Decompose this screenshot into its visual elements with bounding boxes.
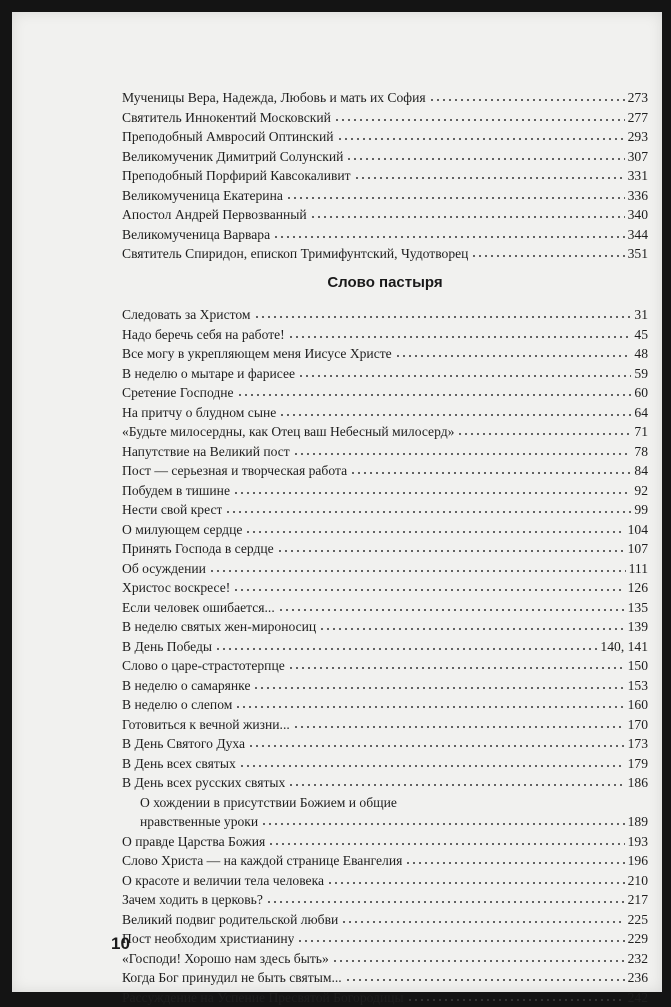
dot-leader [254, 306, 632, 319]
toc-entry-page: 111 [629, 559, 648, 579]
toc-entry [122, 383, 648, 403]
toc-entry-page: 31 [634, 305, 648, 325]
toc-entry [122, 637, 648, 657]
toc-entry [122, 890, 648, 910]
toc-entry-title: В День всех святых [122, 754, 236, 774]
toc-entry-title: Рассуждение на Успение Пресвятой Богородицы [122, 988, 404, 1007]
toc-entry-page: 60 [634, 383, 648, 403]
toc-entry-title: В неделю о самарянке [122, 676, 250, 696]
dot-leader [266, 891, 625, 904]
toc-entry-title: Мученицы Вера, Надежда, Любовь и мать их София [122, 88, 426, 108]
toc-entry [122, 929, 648, 949]
toc-entry-page: 92 [634, 481, 648, 501]
toc-entry [122, 364, 648, 384]
toc-entry-page: 104 [628, 520, 648, 540]
toc-entry [122, 225, 648, 245]
toc-entry-page: 189 [628, 812, 648, 832]
toc-entry-title: Нести свой крест [122, 500, 222, 520]
toc-entry [122, 656, 648, 676]
toc-entry-page: 140, 141 [600, 637, 648, 657]
toc-entry-page: 107 [628, 539, 648, 559]
toc-entry-page: 59 [634, 364, 648, 384]
toc-entry-page: 126 [628, 578, 648, 598]
toc-entry [122, 186, 648, 206]
toc-entry [122, 851, 648, 871]
toc-entry-page: 186 [628, 773, 648, 793]
toc-entry-title: Надо беречь себя на работе! [122, 325, 285, 345]
toc-entry-page: 273 [628, 88, 648, 108]
toc-entry [122, 305, 648, 325]
toc-entry-page: 196 [628, 851, 648, 871]
dot-leader [293, 443, 632, 456]
toc-entry [122, 481, 648, 501]
toc-entry-title: Напутствие на Великий пост [122, 442, 290, 462]
toc-entry [122, 910, 648, 930]
toc-entry-title: На притчу о блудном сыне [122, 403, 276, 423]
dot-leader [261, 813, 624, 826]
toc-entry-page: 193 [628, 832, 648, 852]
toc-entry-page: 45 [634, 325, 648, 345]
dot-leader [337, 128, 625, 141]
toc-entry [122, 832, 648, 852]
dot-leader [457, 423, 631, 436]
toc-entry-title: Пост необходим христианину [122, 929, 294, 949]
toc-entry [122, 325, 648, 345]
toc-entry-page: 210 [628, 871, 648, 891]
dot-leader [239, 755, 625, 768]
toc-entry-title: Великий подвиг родительской любви [122, 910, 338, 930]
dot-leader [288, 326, 632, 339]
toc-entry [122, 812, 648, 832]
toc-entry-title: Пост — серьезная и творческая работа [122, 461, 347, 481]
toc-entry [122, 166, 648, 186]
toc-entry-page: 340 [628, 205, 648, 225]
dot-leader [341, 911, 624, 924]
dot-leader [332, 950, 625, 963]
toc-entry-page: 351 [628, 244, 648, 264]
toc-entry-title: О красоте и величии тела человека [122, 871, 324, 891]
toc-entry [122, 500, 648, 520]
toc-entry [122, 988, 648, 1007]
toc-entry-title: В неделю святых жен-мироносиц [122, 617, 316, 637]
toc-entry-page: 242 [628, 988, 648, 1007]
toc-entry-title: Святитель Иннокентий Московский [122, 108, 331, 128]
toc-entry [122, 244, 648, 264]
toc-entry [122, 676, 648, 696]
dot-leader [278, 599, 625, 612]
toc-entry [122, 422, 648, 442]
toc-entry [122, 108, 648, 128]
toc-entry-page: 71 [634, 422, 648, 442]
dot-leader [235, 696, 624, 709]
toc-entry [122, 88, 648, 108]
toc-entry-page: 150 [628, 656, 648, 676]
dot-leader [310, 206, 625, 219]
toc-entry-title: Побудем в тишине [122, 481, 230, 501]
toc-entry-page: 293 [628, 127, 648, 147]
toc-entry-page: 179 [628, 754, 648, 774]
dot-leader [279, 404, 631, 417]
toc-entry [122, 442, 648, 462]
toc-entry-title: Слово Христа — на каждой странице Евангелия [122, 851, 402, 871]
toc-entry [122, 539, 648, 559]
toc-entry-title: Великомученица Екатерина [122, 186, 283, 206]
toc-entry-title: Слово о царе-страстотерпце [122, 656, 285, 676]
toc-entry-page: 135 [628, 598, 648, 618]
toc-entry-page: 344 [628, 225, 648, 245]
toc-entry [122, 578, 648, 598]
toc-entry [122, 205, 648, 225]
toc-entry-title: Великомученица Варвара [122, 225, 270, 245]
toc-entry [122, 617, 648, 637]
toc-entry-title: Христос воскресе! [122, 578, 230, 598]
dot-leader [253, 677, 624, 690]
dot-leader [346, 148, 624, 161]
dot-leader [215, 638, 597, 651]
dot-leader [354, 167, 625, 180]
toc-entry-page: 217 [628, 890, 648, 910]
toc-entry-title: Если человек ошибается... [122, 598, 275, 618]
dot-leader [334, 109, 625, 122]
toc-entry-title: Преподобный Порфирий Кавсокаливит [122, 166, 351, 186]
toc-entry [122, 147, 648, 167]
toc-entry-page: 225 [628, 910, 648, 930]
dot-leader [273, 226, 624, 239]
toc-entry [122, 695, 648, 715]
dot-leader [233, 579, 624, 592]
toc-main-list [122, 305, 648, 1007]
dot-leader [286, 187, 625, 200]
toc-entry-title: Следовать за Христом [122, 305, 251, 325]
toc-entry [122, 773, 648, 793]
toc-entry-page: 64 [634, 403, 648, 423]
dot-leader [471, 245, 624, 258]
toc-entry-page: 236 [628, 968, 648, 988]
toc-entry-page: 160 [628, 695, 648, 715]
toc-entry-title: В День Победы [122, 637, 212, 657]
dot-leader [288, 774, 624, 787]
dot-leader [298, 365, 631, 378]
dot-leader [345, 969, 625, 982]
toc-entry-title: В День всех русских святых [122, 773, 285, 793]
dot-leader [209, 560, 626, 573]
dot-leader [395, 345, 632, 358]
toc-entry-title: нравственные уроки [140, 812, 258, 832]
toc-entry-title: Когда Бог принудил не быть святым... [122, 968, 342, 988]
toc-entry-title: В неделю о слепом [122, 695, 232, 715]
toc-entry-page: 170 [628, 715, 648, 735]
toc-entry-title: Об осуждении [122, 559, 206, 579]
dot-leader [268, 833, 624, 846]
dot-leader [350, 462, 631, 475]
toc-entry-title: Великомученик Димитрий Солунский [122, 147, 343, 167]
dot-leader [245, 521, 624, 534]
dot-leader [233, 482, 631, 495]
page-number: 10 [111, 934, 130, 954]
toc-entry-title: Сретение Господне [122, 383, 234, 403]
toc-entry [122, 754, 648, 774]
toc-top-list [122, 88, 648, 264]
toc-entry [122, 403, 648, 423]
dot-leader [293, 716, 625, 729]
toc-entry-page: 153 [628, 676, 648, 696]
toc-entry-title: Готовиться к вечной жизни... [122, 715, 290, 735]
toc-entry-page: 173 [628, 734, 648, 754]
dot-leader [225, 501, 631, 514]
toc-entry-page: 78 [634, 442, 648, 462]
toc-entry [122, 793, 648, 813]
toc-entry-title: Апостол Андрей Первозванный [122, 205, 307, 225]
toc-entry-title: О правде Царства Божия [122, 832, 265, 852]
dot-leader [288, 657, 625, 670]
toc-entry-page: 139 [628, 617, 648, 637]
toc-entry-title: О милующем сердце [122, 520, 242, 540]
toc-entry [122, 127, 648, 147]
toc-entry-title: Преподобный Амвросий Оптинский [122, 127, 334, 147]
toc-entry [122, 715, 648, 735]
toc-entry-title: «Господи! Хорошо нам здесь быть» [122, 949, 329, 969]
toc-entry-title: Святитель Спиридон, епископ Тримифунтский, Чудотворец [122, 244, 468, 264]
toc-entry-page: 277 [628, 108, 648, 128]
section-title: Слово пастыря [122, 274, 648, 291]
toc-entry [122, 968, 648, 988]
toc-entry-page: 336 [628, 186, 648, 206]
toc-entry-page: 307 [628, 147, 648, 167]
toc-entry-title: «Будьте милосердны, как Отец ваш Небесный милосерд» [122, 422, 454, 442]
toc-entry-title: Принять Господа в сердце [122, 539, 274, 559]
toc-entry [122, 949, 648, 969]
toc-entry-title: О хождении в присутствии Божием и общие [140, 795, 397, 810]
toc-entry-page: 232 [628, 949, 648, 969]
dot-leader [237, 384, 632, 397]
toc-entry [122, 598, 648, 618]
toc-entry [122, 344, 648, 364]
dot-leader [297, 930, 624, 943]
dot-leader [327, 872, 625, 885]
toc-entry-title: В неделю о мытаре и фарисее [122, 364, 295, 384]
dot-leader [319, 618, 624, 631]
toc-entry [122, 871, 648, 891]
toc-entry [122, 734, 648, 754]
toc-entry-title: Все могу в укрепляющем меня Иисусе Христе [122, 344, 392, 364]
dot-leader [248, 735, 625, 748]
dot-leader [277, 540, 625, 553]
toc-entry-title: В День Святого Духа [122, 734, 245, 754]
toc-entry [122, 559, 648, 579]
toc-entry-page: 48 [634, 344, 648, 364]
toc-entry [122, 520, 648, 540]
toc-entry-title: Зачем ходить в церковь? [122, 890, 263, 910]
toc-entry-page: 229 [628, 929, 648, 949]
toc-entry [122, 461, 648, 481]
toc-entry-page: 84 [634, 461, 648, 481]
toc-entry-page: 99 [634, 500, 648, 520]
dot-leader [429, 89, 625, 102]
toc-entry-page: 331 [628, 166, 648, 186]
book-page [12, 12, 662, 992]
dot-leader [405, 852, 624, 865]
